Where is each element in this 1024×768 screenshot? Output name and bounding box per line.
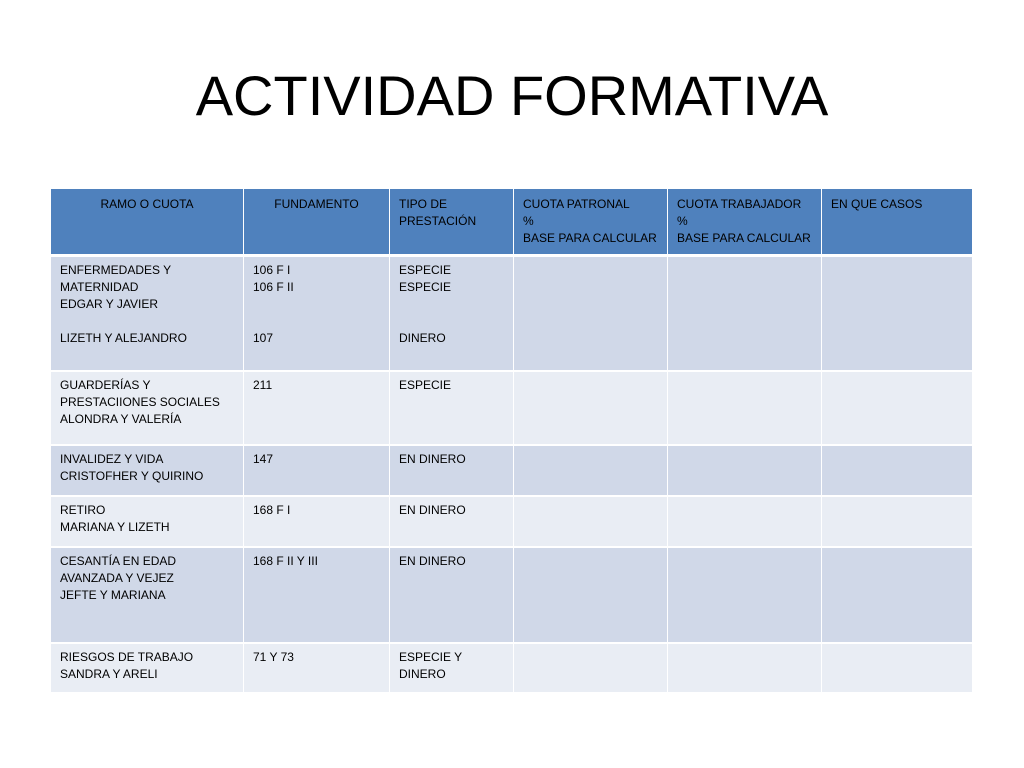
header-ramo-o-cuota: RAMO O CUOTA (51, 189, 244, 257)
cell-ramo: INVALIDEZ Y VIDA CRISTOFHER Y QUIRINO (51, 446, 244, 497)
cell-ramo: GUARDERÍAS Y PRESTACIIONES SOCIALES ALONDRA Y VALERÍA (51, 372, 244, 446)
cell-tipo: EN DINERO (390, 497, 514, 548)
header-fundamento: FUNDAMENTO (244, 189, 390, 257)
cell-patronal (514, 644, 668, 694)
cell-casos (822, 446, 973, 497)
cell-fundamento: 168 F II Y III (244, 548, 390, 644)
table-row (51, 257, 973, 372)
cell-casos (822, 257, 973, 372)
cell-patronal (514, 446, 668, 497)
header-cuota-trabajador: CUOTA TRABAJADOR % BASE PARA CALCULAR (668, 189, 822, 257)
cell-trabajador (668, 497, 822, 548)
cell-patronal (514, 548, 668, 644)
header-cuota-patronal: CUOTA PATRONAL % BASE PARA CALCULAR (514, 189, 668, 257)
cell-tipo: ESPECIE Y DINERO (390, 644, 514, 694)
table-row (51, 446, 973, 497)
cell-fundamento: 168 F I (244, 497, 390, 548)
table-row (51, 548, 973, 644)
table-row (51, 644, 973, 694)
cell-trabajador (668, 644, 822, 694)
cell-casos (822, 548, 973, 644)
cell-casos (822, 372, 973, 446)
table-row (51, 497, 973, 548)
cell-tipo: ESPECIE (390, 372, 514, 446)
cell-patronal (514, 257, 668, 372)
cell-ramo: ENFERMEDADES Y MATERNIDAD EDGAR Y JAVIER LIZETH Y ALEJANDRO (51, 257, 244, 372)
cell-trabajador (668, 548, 822, 644)
cell-trabajador (668, 372, 822, 446)
cell-tipo: EN DINERO (390, 446, 514, 497)
contributions-table (51, 189, 973, 694)
cell-fundamento: 147 (244, 446, 390, 497)
cell-ramo: CESANTÍA EN EDAD AVANZADA Y VEJEZ JEFTE Y MARIANA (51, 548, 244, 644)
table-header-row (51, 189, 973, 257)
cell-patronal (514, 372, 668, 446)
cell-fundamento: 71 Y 73 (244, 644, 390, 694)
cell-patronal (514, 497, 668, 548)
cell-tipo: ESPECIE ESPECIE DINERO (390, 257, 514, 372)
cell-trabajador (668, 257, 822, 372)
cell-casos (822, 497, 973, 548)
cell-tipo: EN DINERO (390, 548, 514, 644)
cell-ramo: RETIRO MARIANA Y LIZETH (51, 497, 244, 548)
header-tipo-de-prestacion: TIPO DE PRESTACIÓN (390, 189, 514, 257)
cell-fundamento: 106 F I 106 F II 107 (244, 257, 390, 372)
cell-casos (822, 644, 973, 694)
cell-ramo: RIESGOS DE TRABAJO SANDRA Y ARELI (51, 644, 244, 694)
table-row (51, 372, 973, 446)
cell-fundamento: 211 (244, 372, 390, 446)
slide-title: ACTIVIDAD FORMATIVA (195, 64, 829, 127)
header-en-que-casos: EN QUE CASOS (822, 189, 973, 257)
cell-trabajador (668, 446, 822, 497)
